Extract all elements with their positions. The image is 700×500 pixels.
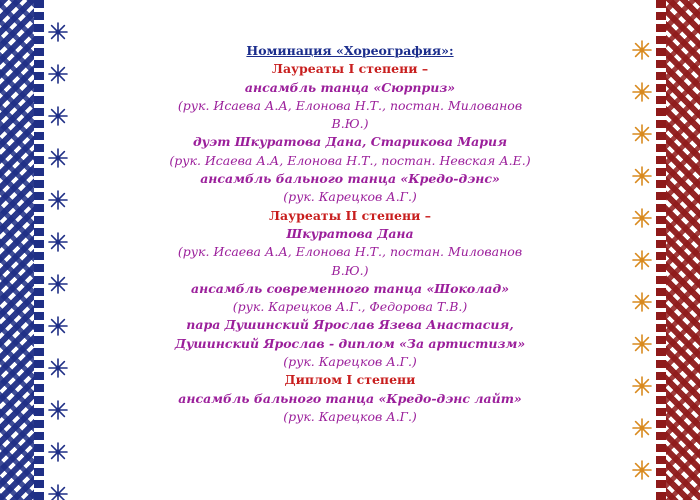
award-line: В.Ю.)	[331, 116, 369, 132]
award-line: В.Ю.)	[331, 262, 369, 278]
award-line: (рук. Исаева А.А, Елонова Н.Т., постан. Невская А.Е.)	[169, 152, 531, 168]
award-line: (рук. Исаева А.А, Елонова Н.Т., постан. Милованов	[177, 97, 523, 113]
award-line: дуэт Шкуратова Дана, Старикова Мария	[192, 134, 508, 150]
award-line: Шкуратова Дана	[286, 225, 414, 241]
star-ornament-icon	[48, 232, 68, 252]
left-ornament-border	[0, 0, 80, 500]
nomination-text	[150, 42, 550, 426]
star-ornament-icon	[632, 250, 652, 270]
award-line: ансамбль современного танца «Шоколад»	[190, 280, 510, 296]
award-line: (рук. Карецков А.Г.)	[283, 354, 417, 370]
star-ornament-icon	[48, 316, 68, 336]
star-ornament-icon	[48, 442, 68, 462]
award-line: ансамбль танца «Сюрприз»	[244, 79, 456, 95]
left-ornament-edge	[34, 0, 44, 500]
award-line: Душинский Ярослав - диплом «За артистизм»	[174, 335, 526, 351]
star-ornament-icon	[48, 190, 68, 210]
star-ornament-icon	[48, 22, 68, 42]
award-line: Диплом I степени	[284, 372, 416, 388]
star-ornament-icon	[48, 148, 68, 168]
award-line: (рук. Карецков А.Г.)	[283, 189, 417, 205]
star-ornament-icon	[48, 484, 68, 500]
right-ornament-edge	[656, 0, 666, 500]
star-ornament-icon	[48, 106, 68, 126]
award-line: Лауреаты I степени –	[271, 61, 429, 77]
award-line: (рук. Карецков А.Г., Федорова Т.В.)	[232, 299, 468, 315]
award-line: ансамбль бального танца «Кредо-дэнс»	[200, 171, 500, 187]
star-ornament-icon	[632, 418, 652, 438]
star-ornament-icon	[632, 166, 652, 186]
star-ornament-icon	[48, 64, 68, 84]
star-ornament-icon	[48, 274, 68, 294]
award-line: Лауреаты II степени –	[268, 207, 432, 223]
star-ornament-icon	[48, 358, 68, 378]
nomination-heading: Номинация «Хореография»:	[246, 43, 454, 58]
star-ornament-icon	[632, 292, 652, 312]
star-ornament-icon	[48, 400, 68, 420]
star-ornament-icon	[632, 334, 652, 354]
award-line: (рук. Исаева А.А, Елонова Н.Т., постан. Милованов	[177, 244, 523, 260]
award-line: (рук. Карецков А.Г.)	[283, 408, 417, 424]
star-ornament-icon	[632, 82, 652, 102]
star-ornament-icon	[632, 124, 652, 144]
star-ornament-icon	[632, 40, 652, 60]
award-line: ансамбль бального танца «Кредо-дэнс лайт»	[178, 390, 522, 406]
star-ornament-icon	[632, 376, 652, 396]
star-ornament-icon	[632, 460, 652, 480]
award-line: пара Душинский Ярослав Язева Анастасия,	[186, 317, 514, 333]
star-ornament-icon	[632, 208, 652, 228]
